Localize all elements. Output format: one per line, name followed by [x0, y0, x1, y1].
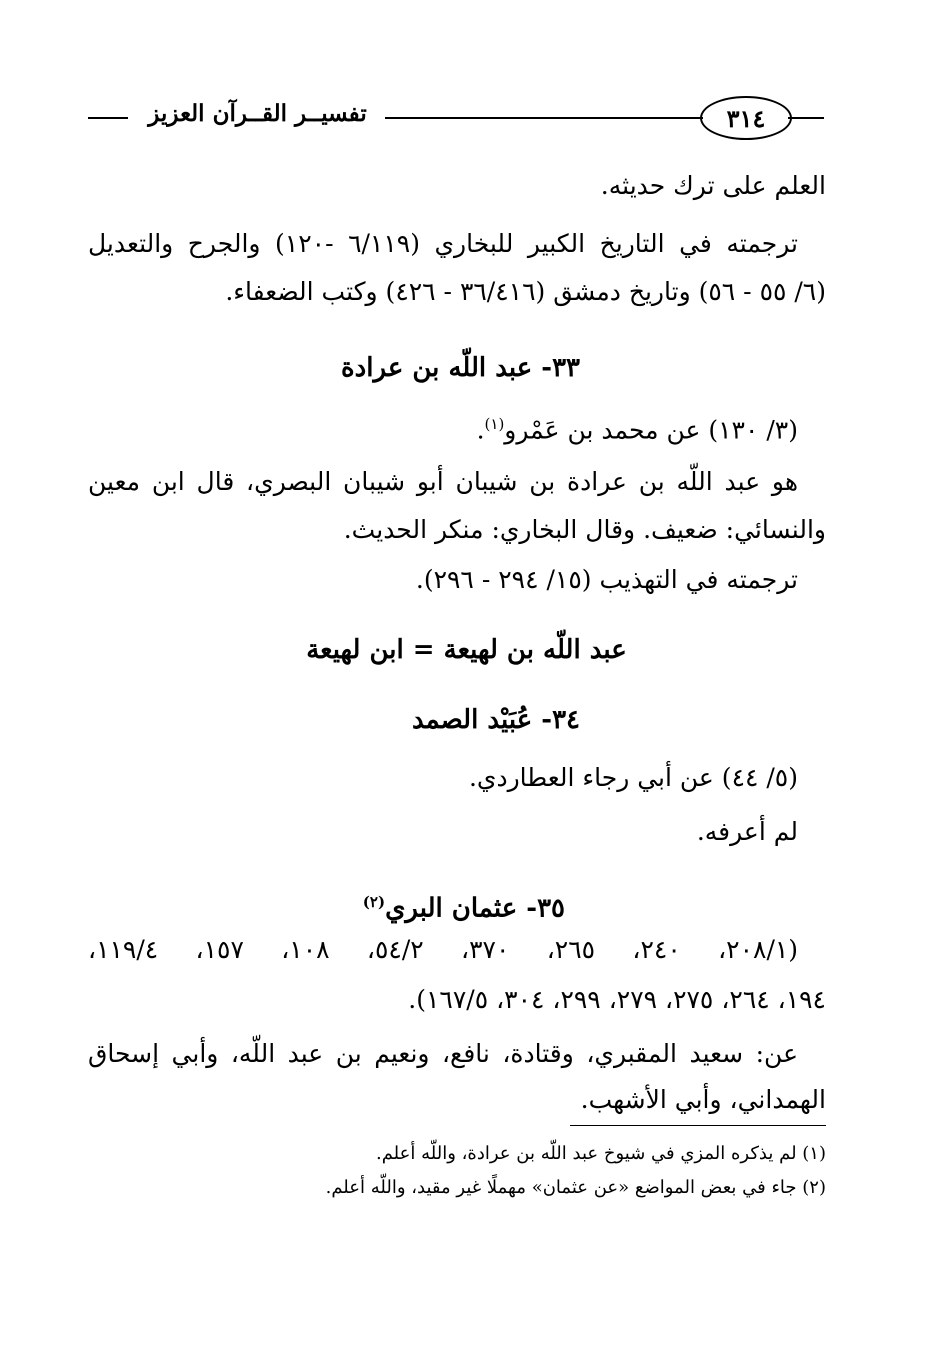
entry-33-tarjama: ترجمته في التهذيب (١٥/ ٢٩٤ - ٢٩٦).	[415, 565, 798, 594]
entry-35-teachers-line-2: الهمداني، وأبي الأشهب.	[580, 1085, 826, 1114]
footnote-1: (١) لم يذكره المزي في شيوخ عبد اللّه بن عرادة، واللّه أعلم.	[375, 1143, 826, 1164]
header-rule-left	[88, 117, 128, 119]
entry-34-note: لم أعرفه.	[696, 817, 798, 846]
entry-35-refs-line-1: (٢٠٨/١، ٢٤٠، ٢٦٥، ٣٧٠، ٥٤/٢، ١٠٨، ١٥٧، ١١٩/٤،	[88, 935, 799, 964]
header-rule-middle	[385, 117, 703, 119]
footnote-marker-2: (٢)	[362, 893, 386, 911]
entry-33-reference	[300, 404, 798, 450]
entry-33-reference-end: .	[476, 415, 485, 445]
entry-35-heading	[300, 882, 565, 929]
entry-34-heading: ٣٤- عُبَيْد الصمد	[411, 705, 580, 735]
footnote-marker-1: (١)	[484, 415, 505, 433]
entry-33-heading: ٣٣- عبد اللّه بن عرادة	[341, 353, 580, 383]
footnote-rule	[570, 1125, 826, 1126]
entry-33-bio-line-2: والنسائي: ضعيف. وقال البخاري: منكر الحديث.	[343, 515, 826, 544]
running-title: تفسيــر القــرآن العزيز	[148, 100, 367, 127]
entry-35-teachers-line-1: عن: سعيد المقبري، وقتادة، نافع، ونعيم بن عبد اللّه، وأبي إسحاق	[88, 1039, 798, 1068]
body-line-3: (٦/ ٥٥ - ٥٦) وتاريخ دمشق (٣٦/٤١٦ - ٤٢٦) وكتب الضعفاء.	[225, 277, 826, 306]
entry-33-reference-text: (٣/ ١٣٠) عن محمد بن عَمْرو	[504, 415, 798, 445]
body-line-2: ترجمته في التاريخ الكبير للبخاري (٦/١١٩ -١٢٠) والجرح والتعديل	[88, 229, 798, 258]
entry-35-refs-line-2: ١٩٤، ٢٦٤، ٢٧٥، ٢٧٩، ٢٩٩، ٣٠٤، ١٦٧/٥).	[408, 985, 826, 1014]
cross-reference-heading: عبد اللّه بن لهيعة = ابن لهيعة	[306, 635, 627, 665]
page-number: ٣١٤	[700, 96, 792, 140]
header-rule-right	[788, 117, 824, 119]
entry-35-heading-text: ٣٥- عثمان البري	[385, 893, 565, 924]
body-line-1: العلم على ترك حديثه.	[600, 171, 826, 200]
entry-33-bio-line-1: هو عبد اللّه بن عرادة بن شيبان أبو شيبان البصري، قال ابن معين	[88, 467, 798, 496]
footnote-2: (٢) جاء في بعض المواضع «عن عثمان» مهملًا غير مقيد، واللّه أعلم.	[325, 1177, 826, 1198]
entry-34-reference: (٥/ ٤٤) عن أبي رجاء العطاردي.	[468, 763, 798, 792]
